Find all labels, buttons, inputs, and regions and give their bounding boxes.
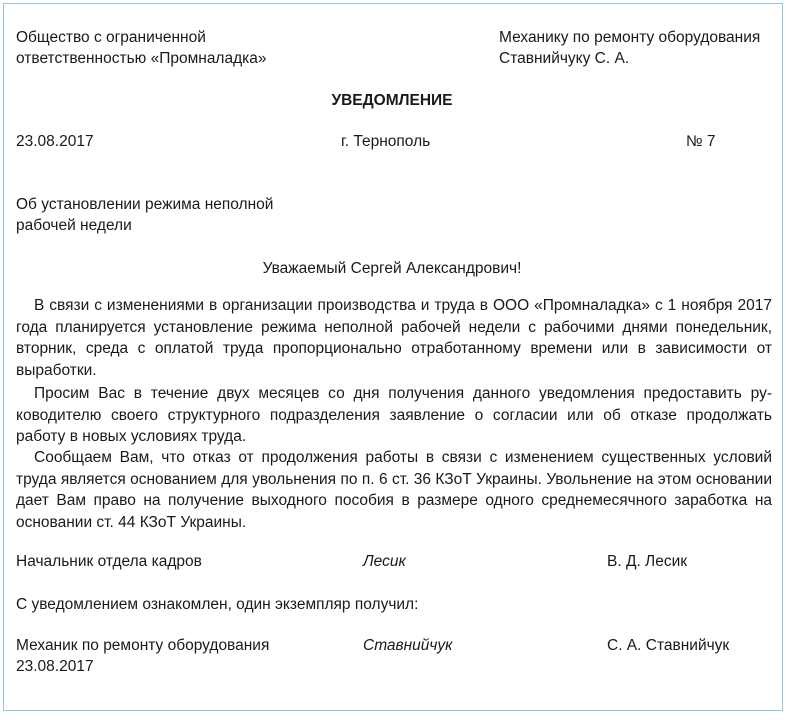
hr-signature: Лесик	[363, 553, 406, 570]
document-date: 23.08.2017	[16, 133, 94, 150]
body-paragraph-2: Просим Вас в течение двух месяцев со дня получения данного уведомления предоставить руководителю своего структурного подразделения заявление о согласии или об отказе продолжать работу в новых условиях труда.	[16, 385, 772, 446]
employee-position: Механик по ремонту оборудования	[16, 637, 270, 654]
recipient-line1: Механику по ремонту оборудования	[499, 29, 761, 46]
employee-signature: Ставнийчук	[363, 637, 453, 654]
recipient-line2: Ставнийчуку С. А.	[499, 50, 630, 67]
subject-line2: рабочей недели	[16, 217, 132, 234]
document-title: УВЕДОМЛЕНИЕ	[331, 92, 453, 109]
body-paragraph-3: Сообщаем Вам, что отказ от продолжения работы в связи с изменением существенных условий труда является основанием для увольнения по п. 6 ст. 36 КЗоТ Украины. Увольнение на этом основании дает Вам право на получение выходного пособия в размере одного среднемесячного заработка на основании ст. 44 КЗоТ Украины.	[16, 449, 772, 532]
hr-name: В. Д. Лесик	[607, 553, 688, 570]
document-city: г. Тернополь	[341, 133, 431, 150]
employee-ack-date: 23.08.2017	[16, 658, 94, 675]
body-paragraph-1: В связи с изменениями в организации производства и труда в ООО «Промналадка» с 1 ноября 2017 года планируется установление режима неполной рабочей недели с рабочими днями понедельник, вторник, среда с оплатой труда пропорционально отработанному времени или в зависимости от выработки.	[16, 297, 772, 380]
acknowledgement-text: С уведомлением ознакомлен, один экземпляр получил:	[16, 596, 419, 613]
document-number: № 7	[686, 133, 716, 150]
salutation: Уважаемый Сергей Александрович!	[262, 260, 522, 277]
company-name-line2: ответственностью «Промналадка»	[16, 50, 267, 67]
employee-name: С. А. Ставнийчук	[607, 637, 730, 654]
hr-position: Начальник отдела кадров	[16, 553, 202, 570]
subject-line1: Об установлении режима неполной	[16, 196, 274, 213]
company-name-line1: Общество с ограниченной	[16, 29, 206, 46]
